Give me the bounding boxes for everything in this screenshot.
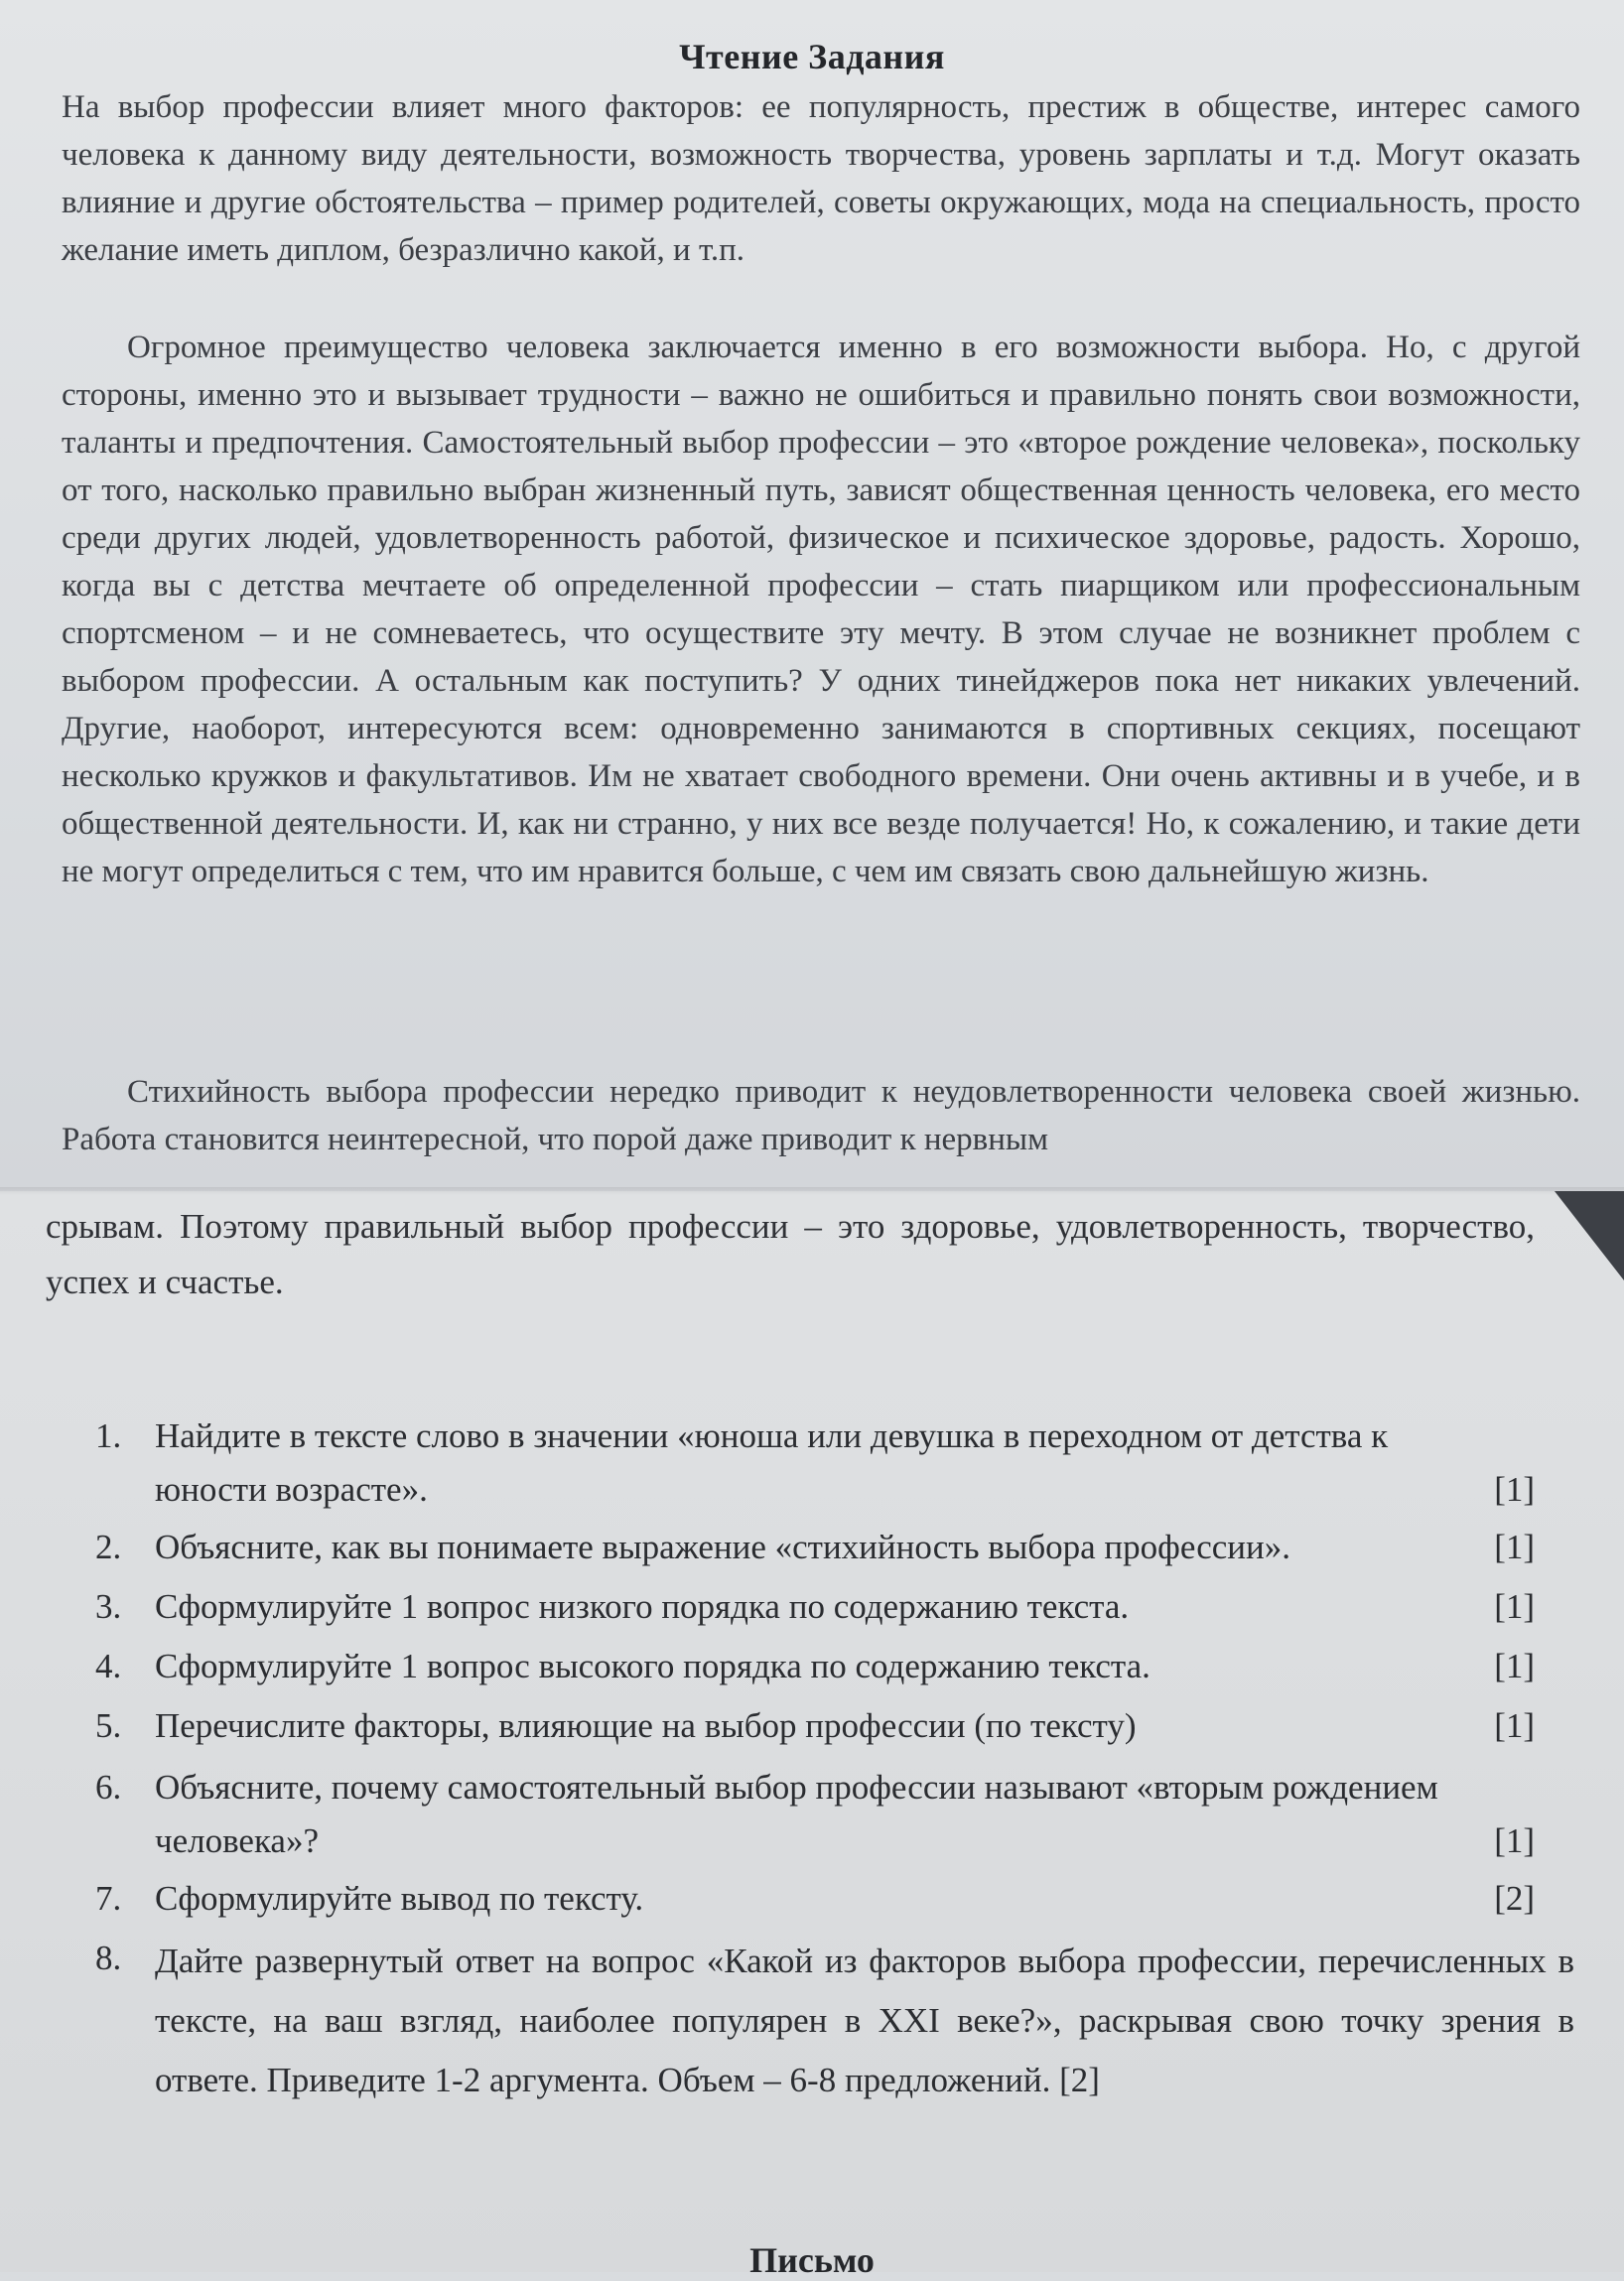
question-item [95,1580,1574,1634]
question-item [95,1521,1574,1574]
question-number: 8. [95,1939,122,1977]
paragraph-4: срывам. Поэтому правильный выбор профессии – это здоровье, удовлетворенность, творчество, успех и счастье. [46,1207,1535,1301]
question-item [95,1761,1574,1868]
question-text: Перечислите факторы, влияющие на выбор профессии (по тексту) [155,1706,1137,1745]
paragraph-2: Огромное преимущество человека заключается именно в его возможности выбора. Но, с другой стороны, именно это и вызывает трудности – важно не ошибиться и правильно понять свои возможности, таланты и предпочтения. Самостоятельный выбор профессии – это «второе рождение человека», поскольку от того, насколько правильно выбран жизненный путь, зависят общественная ценность человека, его место среди других людей, удовлетворенность работой, физическое и психическое здоровье, радость. Хорошо, когда вы с детства мечтаете об определенной профессии – стать пиарщиком или профессиональным спортсменом – и не сомневаетесь, что осуществите эту мечту. В этом случае не возникнет проблем с выбором профессии. А остальным как поступить? У одних тинейджеров пока нет никаких увлечений. Другие, наоборот, интересуются всем: одновременно занимаются в спортивных секциях, посещают несколько кружков и факультативов. Им не хватает свободного времени. Они очень активны и в учебе, и в общественной деятельности. И, как ни странно, у них все везде получается! Но, к сожалению, и такие дети не могут определиться с тем, что им нравится больше, с чем им связать свою дальнейшую жизнь. [62,330,1580,889]
question-text: Найдите в тексте слово в значении «юноша или девушка в переходном от детства к юности возрасте». [155,1416,1389,1509]
question-list [95,1409,1574,2110]
question-text: Объясните, почему самостоятельный выбор профессии называют «вторым рождением человека»? [155,1768,1438,1860]
question-number: 1. [95,1416,122,1455]
question-item [95,1932,1574,2110]
question-points: [1] [1494,1647,1535,1685]
question-item [95,1640,1574,1693]
question-points: [2] [1494,1879,1535,1918]
question-points: [1] [1494,1587,1535,1626]
paragraph-3: Стихийность выбора профессии нередко приводит к неудовлетворенности человека своей жизнью. Работа становится неинтересной, что порой даже приводит к нервным [62,1074,1580,1157]
question-points: [1] [1494,1706,1535,1745]
question-text: Сформулируйте 1 вопрос высокого порядка по содержанию текста. [155,1647,1150,1685]
question-number: 3. [95,1587,122,1626]
paragraph-1: На выбор профессии влияет много факторов: ее популярность, престиж в обществе, интерес самого человека к данному виду деятельности, возможность творчества, уровень зарплаты и т.д. Могут оказать влияние и другие обстоятельства – пример родителей, советы окружающих, мода на специальность, просто желание иметь диплом, безразлично какой, и т.п. [62,89,1580,268]
question-number: 6. [95,1768,122,1807]
question-item [95,1409,1574,1517]
question-number: 5. [95,1706,122,1745]
question-text: Сформулируйте вывод по тексту. [155,1879,644,1918]
question-points: [1] [1494,1470,1535,1509]
question-text: Дайте развернутый ответ на вопрос «Какой из факторов выбора профессии, перечисленных в тексте, на ваш взгляд, наиболее популярен в XXI веке?», раскрывая свою точку зрения в ответе. Приведите 1-2 аргумента. Объем – 6-8 предложений. [2] [155,1942,1574,2099]
question-points: [1] [1494,1528,1535,1566]
question-number: 2. [95,1528,122,1566]
question-number: 7. [95,1879,122,1918]
question-points: [1] [1494,1821,1535,1860]
question-text: Сформулируйте 1 вопрос низкого порядка по содержанию текста. [155,1587,1130,1626]
question-item [95,1872,1574,1926]
document-title: Чтение Задания [679,37,945,76]
question-number: 4. [95,1647,122,1685]
next-section-title: Письмо [749,2240,875,2280]
question-text: Объясните, как вы понимаете выражение «стихийность выбора профессии». [155,1528,1291,1566]
page-corner-shadow [1555,1191,1624,1280]
question-item [95,1699,1574,1753]
page-fold [0,1187,1624,1195]
